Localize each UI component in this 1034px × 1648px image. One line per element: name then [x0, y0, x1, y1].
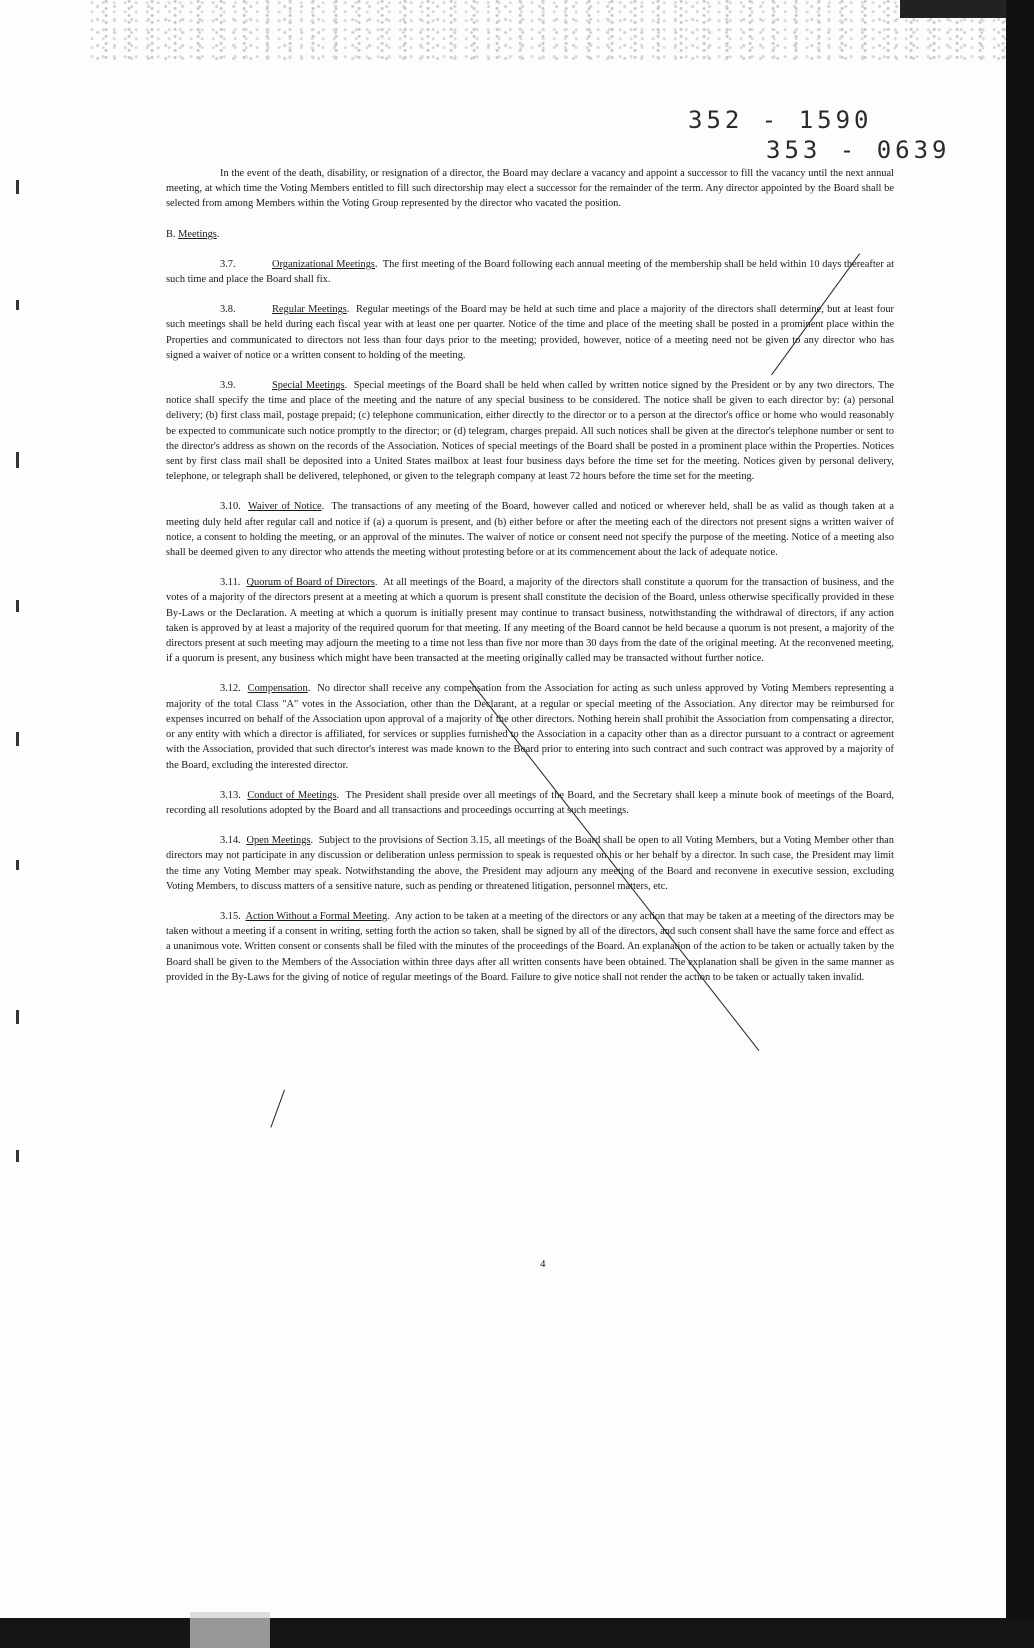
section-heading-title: Meetings	[178, 228, 217, 240]
section-3-13: 3.13. Conduct of Meetings. The President shall preside over all meetings of the Board, and the Secretary shall keep a minute book of meetings of the Board, recording all resolutions adopted by the Board and all transactions and proceedings occurring at such meetings.	[166, 789, 895, 816]
section-number: 3.15.	[220, 910, 241, 922]
recording-stamp-line-1: 352 - 1590	[688, 106, 873, 134]
section-3-8: 3.8. Regular Meetings. Regular meetings of the Board may be held at such time and place a majority of the directors shall determine, but at least four such meetings shall be held during each fiscal year with at least one per quarter. Notice of the time and place of the meeting shall be posted in a prominent place within the Properties and communicated to directors not less than four days prior to the meeting; provided, however, notice of a meeting need not be given to any director who has signed a waiver of notice or a written consent to holding of the meeting.	[166, 304, 894, 361]
section-3-11: 3.11. Quorum of Board of Directors. At all meetings of the Board, a majority of the directors shall constitute a quorum for the transaction of business, and the votes of a majority of the directors present at a meeting at which a quorum is present shall constitute the decision of the Board, unless otherwise specifically provided in these By-Laws or the Declaration. A meeting at which a quorum is initially present may continue to transact business, notwithstanding the withdrawal of directors, if any action taken is approved by at least a majority of the required quorum for that meeting. If any meeting of the Board cannot be held because a quorum is not present, a majority of the directors present at such meeting may adjourn the meeting to a time not less than five nor more than 30 days from the date of the original meeting. At the reconvened meeting, if a quorum is present, any business which might have been transacted at the meeting originally called may be transacted without further notice.	[166, 577, 894, 665]
scan-noise-bottom	[190, 1612, 270, 1648]
section-number: 3.13.	[220, 789, 241, 801]
section-title: Compensation	[247, 683, 308, 695]
section-text: Special meetings of the Board shall be held when called by written notice signed by the President or by any two directors. The notice shall specify the time and place of the meeting and the nature of any special business to be considered. The notice shall be given to each director by: (a) personal delivery; (b) first class mail, postage prepaid; (c) telephone communication, either directly to the director or to a person at the director's office or home who would reasonably be expected to communicate such notice promptly to the director; or (d) telegram, charges prepaid. All such notices shall be given at the director's telephone number or sent to the director's address as shown on the records of the Association. Notices of special meetings of the Board shall be posted in a prominent place within the Properties. Notices sent by first class mail shall be deposited into a United States mailbox at least four business days before the time set for the meeting. Notices given by personal delivery, telephone, or telegraph shall be delivered, telephoned, or given to the telegraph company at least 72 hours before the time set for the meeting.	[166, 380, 895, 483]
section-title: Action Without a Formal Meeting	[245, 910, 388, 922]
section-title: Quorum of Board of Directors	[246, 577, 375, 589]
intro-paragraph: In the event of the death, disability, or resignation of a director, the Board may declare a vacancy and appoint a successor to fill the vacancy until the next annual meeting, at which time the Voting Members entitled to fill such directorship may elect a successor for the remainder of the term. Any director appointed by the Board shall be selected from among Members within the Voting Group represented by the director who vacated the position.	[166, 168, 894, 210]
scan-edge-top	[900, 0, 1010, 18]
section-3-10: 3.10. Waiver of Notice. The transactions of any meeting of the Board, however called and noticed or wherever held, shall be as valid as though taken at a meeting duly held after regular call and notice if (a) a quorum is present, and (b) either before or after the meeting each of the directors not present signs a written waiver of notice, a consent to holding the meeting, or an approval of the minutes. The waiver of notice or consent need not specify the purpose of the meeting. Notice of a meeting also shall be deemed given to any director who attends the meeting without protesting before or at its commencement about the lack of adequate notice.	[166, 501, 895, 559]
section-3-9: 3.9. Special Meetings. Special meetings of the Board shall be held when called by written notice signed by the President or by any two directors. The notice shall specify the time and place of the meeting and the nature of any special business to be considered. The notice shall be given to each director by: (a) personal delivery; (b) first class mail, postage prepaid; (c) telephone communication, either directly to the director or to a person at the director's office or home who would reasonably be expected to communicate such notice promptly to the director; or (d) telegram, charges prepaid. All such notices shall be given at the director's telephone number or sent to the director's address as shown on the records of the Association. Notices of special meetings of the Board shall be posted in a prominent place within the Properties. Notices sent by first class mail shall be deposited into a United States mailbox at least four business days before the time set for the meeting. Notices given by personal delivery, telephone, or telegraph shall be delivered, telephoned, or given to the telegraph company at least 72 hours before the time set for the meeting.	[166, 380, 895, 483]
section-text: Subject to the provisions of Section 3.15, all meetings of the Board shall be open to all Voting Members, but a Voting Member other than directors may not participate in any discussion or deliberation unless permission to speak is requested on his or her behalf by a director. In such case, the President may limit the time any Voting Member may speak. Notwithstanding the above, the President may adjourn any meeting of the Board and reconvene in executive session, excluding Voting Members, to discuss matters of a sensitive nature, such as pending or threatened litigation, personnel matters, etc.	[166, 835, 894, 892]
section-text: The transactions of any meeting of the Board, however called and noticed or wherever held, shall be as valid as though taken at a meeting duly held after regular call and notice if (a) a quorum is present, and (b) either before or after the meeting each of the directors not present signs a written waiver of notice, a consent to holding the meeting, or an approval of the minutes. The waiver of notice or consent need not specify the purpose of the meeting. Notice of a meeting also shall be deemed given to any director who attends the meeting without protesting before or at its commencement about the lack of adequate notice.	[166, 501, 895, 559]
scan-noise-top	[90, 0, 1010, 60]
section-heading-letter: B.	[166, 228, 176, 240]
section-heading: B. Meetings.	[166, 228, 220, 240]
section-title: Special Meetings	[272, 380, 345, 392]
document-body	[166, 166, 894, 1000]
scan-edge-bottom	[0, 1618, 1034, 1648]
pen-stroke	[270, 1090, 285, 1128]
section-number: 3.7.	[220, 258, 236, 270]
section-number: 3.12.	[220, 683, 241, 695]
section-title: Organizational Meetings	[272, 258, 375, 270]
section-number: 3.8.	[220, 304, 236, 316]
section-text: The first meeting of the Board following each annual meeting of the membership shall be held within 10 days thereafter at such time and place the Board shall fix.	[166, 258, 895, 286]
section-number: 3.9.	[220, 380, 236, 392]
section-text: Any action to be taken at a meeting of the directors or any action that may be taken at a meeting of the directors may be taken without a meeting if a consent in writing, setting forth the action so taken, shall be signed by all of the directors, and such consent shall have the same force and effect as a unanimous vote. Written consent or consents shall be filed with the minutes of the proceedings of the Board. An explanation of the action to be taken or actually taken by the Board shall be given to the Members of the Association within three days after all written consents have been obtained. The explanation shall be given in the same manner as provided in the By-Laws for the giving of notice of regular meetings of the Board. Failure to give notice shall not render the action to be taken or actually taken invalid.	[166, 910, 894, 983]
section-title: Waiver of Notice	[248, 501, 322, 513]
section-text: At all meetings of the Board, a majority of the directors shall constitute a quorum for the transaction of business, and the votes of a majority of the directors present at a meeting at which a quorum is present shall constitute the decision of the Board, unless otherwise specifically provided in these By-Laws or the Declaration. A meeting at which a quorum is initially present may continue to transact business, notwithstanding the withdrawal of directors, if any action taken is approved by at least a majority of the required quorum for that meeting. If any meeting of the Board cannot be held because a quorum is not present, a majority of the directors present at such meeting may adjourn the meeting to a time not less than five nor more than 30 days from the date of the original meeting. At the reconvened meeting, if a quorum is present, any business which might have been transacted at the meeting originally called may be transacted without further notice.	[166, 577, 894, 665]
section-title: Open Meetings	[246, 835, 311, 847]
section-3-7: 3.7. Organizational Meetings. The first meeting of the Board following each annual meeting of the membership shall be held within 10 days thereafter at such time and place the Board shall fix.	[166, 258, 895, 286]
section-number: 3.14.	[220, 835, 241, 847]
section-number: 3.10.	[220, 501, 241, 513]
section-title: Regular Meetings	[272, 304, 347, 316]
section-title: Conduct of Meetings	[247, 789, 337, 801]
section-3-12: 3.12. Compensation. No director shall receive any compensation from the Association for acting as such unless approved by Voting Members representing a majority of the total Class "A" votes in the Association, other than the Declarant, at a regular or special meeting of the Association. Any director may be reimbursed for expenses incurred on behalf of the Association upon approval of a majority of the other directors. Nothing herein shall prohibit the Association from compensating a director, or any entity with which a director is affiliated, for services or supplies furnished to the Association in a capacity other than as a director pursuant to a contract or agreement with the Association, provided that such director's interest was made known to the Board prior to entering into such contract and such contract was approved by a majority of the Board, excluding the interested director.	[166, 683, 895, 771]
scan-edge-right	[1006, 0, 1034, 1648]
recording-stamp-line-2: 353 - 0639	[766, 136, 951, 164]
section-3-15: 3.15. Action Without a Formal Meeting. Any action to be taken at a meeting of the directors or any action that may be taken at a meeting of the directors may be taken without a meeting if a consent in writing, setting forth the action so taken, shall be signed by all of the directors, and such consent shall have the same force and effect as a unanimous vote. Written consent or consents shall be filed with the minutes of the proceedings of the Board. An explanation of the action to be taken or actually taken by the Board shall be given to the Members of the Association within three days after all written consents have been obtained. The explanation shall be given in the same manner as provided in the By-Laws for the giving of notice of regular meetings of the Board. Failure to give notice shall not render the action to be taken or actually taken invalid.	[166, 910, 894, 983]
section-3-14: 3.14. Open Meetings. Subject to the provisions of Section 3.15, all meetings of the Board shall be open to all Voting Members, but a Voting Member other than directors may not participate in any discussion or deliberation unless permission to speak is requested on his or her behalf by a director. In such case, the President may limit the time any Voting Member may speak. Notwithstanding the above, the President may adjourn any meeting of the Board and reconvene in executive session, excluding Voting Members, to discuss matters of a sensitive nature, such as pending or threatened litigation, personnel matters, etc.	[166, 835, 894, 892]
section-text: No director shall receive any compensation from the Association for acting as such unless approved by Voting Members representing a majority of the total Class "A" votes in the Association, other than the Declarant, at a regular or special meeting of the Association. Any director may be reimbursed for expenses incurred on behalf of the Association upon approval of a majority of the other directors. Nothing herein shall prohibit the Association from compensating a director, or any entity with which a director is affiliated, for services or supplies furnished to the Association in a capacity other than as a director pursuant to a contract or agreement with the Association, provided that such director's interest was made known to the Board prior to entering into such contract and such contract was approved by a majority of the Board, excluding the interested director.	[166, 683, 895, 771]
page-number: 4	[540, 1258, 546, 1270]
section-number: 3.11.	[220, 577, 241, 589]
section-text: Regular meetings of the Board may be held at such time and place a majority of the directors shall determine, but at least four such meetings shall be held during each fiscal year with at least one per quarter. Notice of the time and place of the meeting shall be posted in a prominent place within the Properties and communicated to directors not less than four days prior to the meeting; provided, however, notice of a meeting need not be given to any director who has signed a waiver of notice or a written consent to holding of the meeting.	[166, 304, 894, 361]
section-text: The President shall preside over all meetings of the Board, and the Secretary shall keep a minute book of meetings of the Board, recording all resolutions adopted by the Board and all transactions and proceedings occurring at such meetings.	[166, 789, 895, 816]
